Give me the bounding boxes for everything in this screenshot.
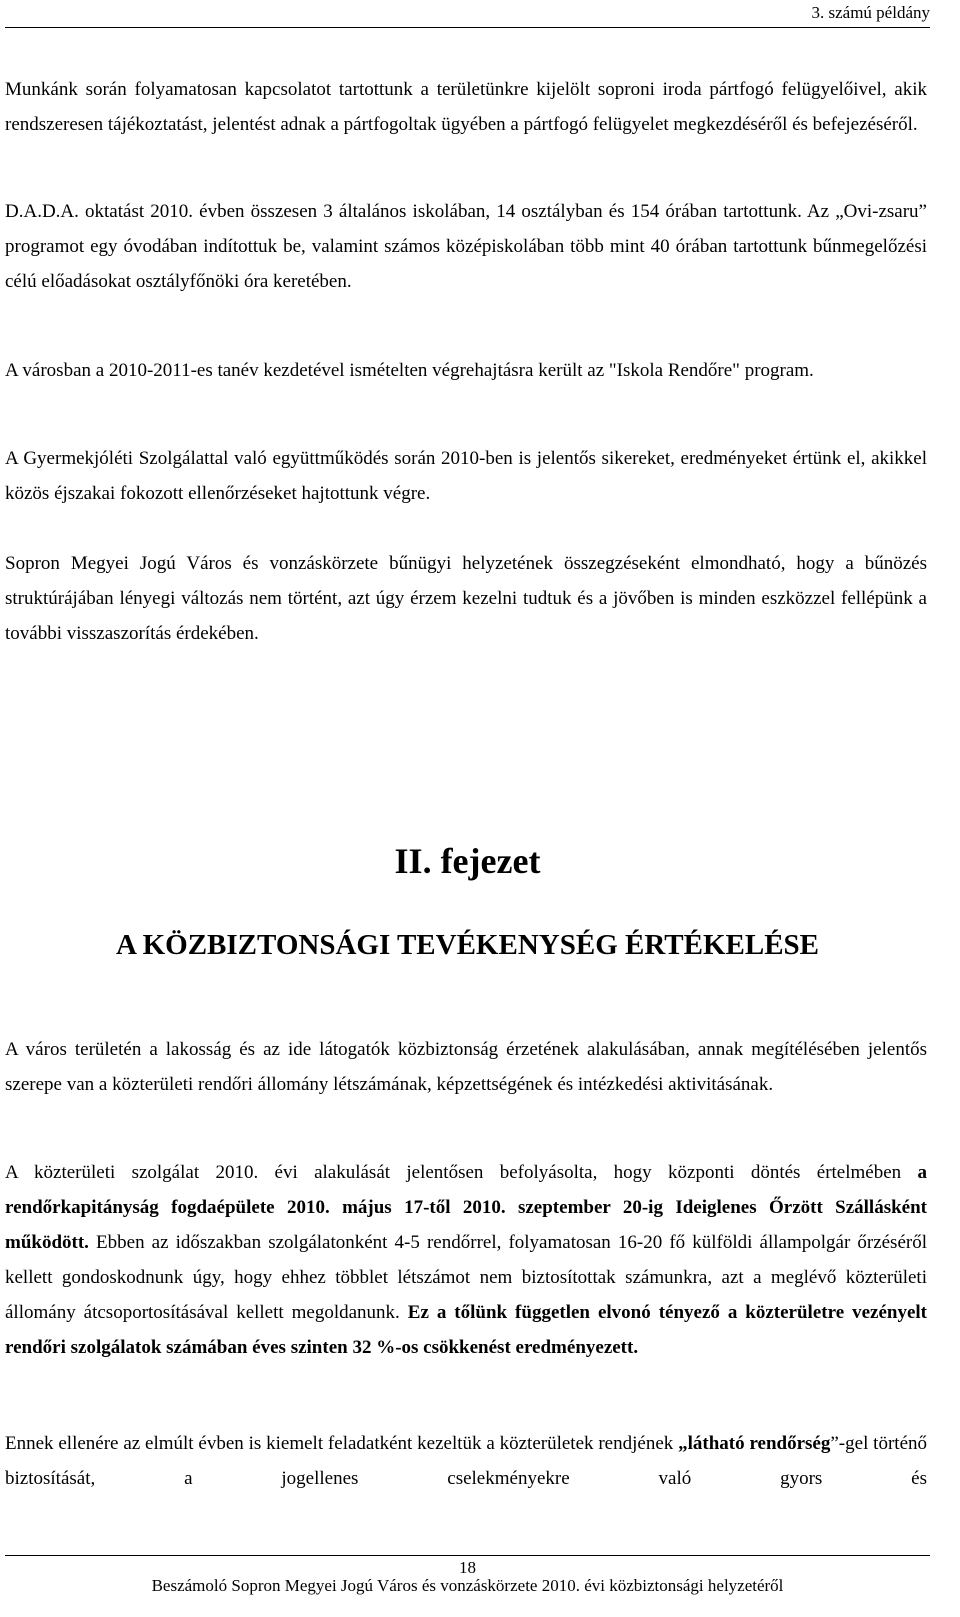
text-segment: A közterületi szolgálat 2010. évi alakulását jelentősen befolyásolta, hogy központi döntés értelmében — [5, 1162, 918, 1183]
page-number: 18 — [459, 1558, 476, 1577]
footer-rule — [5, 1555, 930, 1556]
paragraph-crime-summary: Sopron Megyei Jogú Város és vonzáskörzete bűnügyi helyzetének összegzéseként elmondható, hogy a bűnözés struktúrájában lényegi változás nem történt, azt úgy érzem kezelni tudtuk és a jövőben is minden eszközzel fellépünk a további visszaszorítás érdekében. — [5, 553, 927, 644]
paragraph-detention-facility — [5, 1155, 927, 1365]
chapter-title: II. fejezet — [394, 841, 541, 881]
text-segment: Ennek ellenére az elmúlt évben is kiemelt feladatként kezeltük a közterületek rendjének — [5, 1433, 679, 1454]
text-segment: ”-gel történő biztosítását, a jogellenes cselekményekre való gyors és — [5, 1433, 928, 1489]
paragraph-public-safety: A város területén a lakosság és az ide látogatók közbiztonság érzetének alakulásában, annak megítélésében jelentős szerepe van a közterületi rendőri állomány létszámának, képzettségének és intézkedési aktivitásának. — [5, 1039, 927, 1095]
page-header — [0, 0, 960, 29]
copy-label: 3. számú példány — [811, 3, 930, 22]
paragraph-school-police: A városban a 2010-2011-es tanév kezdetével ismételten végrehajtásra került az "Iskola Rendőre" program. — [5, 360, 814, 381]
footer-text: Beszámoló Sopron Megyei Jogú Város és vonzáskörzete 2010. évi közbiztonsági helyzetéről — [151, 1576, 784, 1595]
bold-segment: látható rendőrség — [687, 1433, 831, 1454]
header-rule — [5, 27, 930, 28]
paragraph-dada-program: D.A.D.A. oktatást 2010. évben összesen 3 általános iskolában, 14 osztályban és 154 órában tartottunk. Az „Ovi-zsaru” programot egy óvodában indítottuk be, valamint számos középiskolában több mint 40 órában tartottunk bűnmegelőzési célú előadásokat osztályfőnöki óra keretében. — [5, 201, 927, 292]
paragraph-visible-police — [5, 1426, 927, 1496]
section-title: A KÖZBIZTONSÁGI TEVÉKENYSÉG ÉRTÉKELÉSE — [115, 929, 820, 961]
text-segment: Ebben az időszakban szolgálatonként 4-5 rendőrrel, folyamatosan 16-20 fő külföldi állampolgár őrzéséről kellett gondoskodnunk úgy, hogy ehhez többlet létszámot nem biztosítottak számunkra, azt a meglévő közterületi állomány átcsoportosításával kellett megoldanunk. — [5, 1232, 927, 1323]
paragraph-child-welfare: A Gyermekjóléti Szolgálattal való együttműködés során 2010-ben is jelentős sikereket, eredményeket értünk el, akikkel közös éjszakai fokozott ellenőrzéseket hajtottunk végre. — [5, 448, 927, 504]
paragraph-probation-cooperation: Munkánk során folyamatosan kapcsolatot tartottunk a területünkre kijelölt soproni iroda pártfogó felügyelőivel, akik rendszeresen tájékoztatást, jelentést adnak a pártfogoltak ügyében a pártfogó felügyelet megkezdéséről és befejezéséről. — [5, 79, 927, 135]
page-footer — [0, 1553, 960, 1617]
bold-segment: Ez a tőlünk független elvonó tényező a közterületre vezényelt rendőri szolgálatok számában éves szinten 32 %-os csökkenést eredményezett. — [5, 1302, 927, 1358]
bold-quote-mark: „ — [678, 1433, 688, 1454]
bold-segment: a rendőrkapitányság fogdaépülete 2010. május 17-től 2010. szeptember 20-ig Ideiglenes Őrzött Szállásként működött. — [5, 1162, 927, 1253]
